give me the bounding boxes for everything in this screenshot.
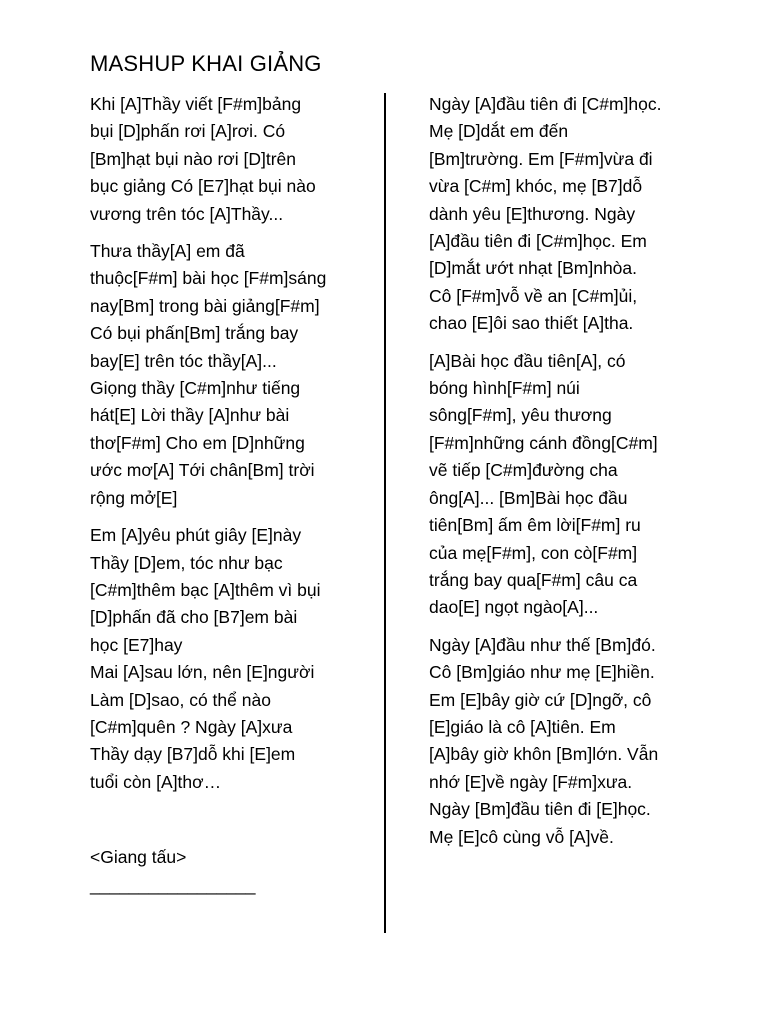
- lyric-line: chao [E]ôi sao thiết [A]tha.: [429, 313, 634, 334]
- lyric-line: ông[A]... [Bm]Bài học đầu: [429, 487, 628, 508]
- lyric-line: Mẹ [E]cô cùng vỗ [A]về.: [429, 826, 614, 847]
- lyric-line: hát[E] Lời thầy [A]như bài: [90, 405, 290, 426]
- lyric-line: bay[E] trên tóc thầy[A]...: [90, 350, 277, 371]
- interlude-label: <Giang tấu>: [90, 847, 187, 868]
- lyrics-paragraph: [429, 91, 729, 338]
- lyric-line: Cô [F#m]vỗ về an [C#m]ủi,: [429, 285, 638, 306]
- left-column: [90, 91, 380, 899]
- blank-space: [90, 806, 380, 844]
- lyric-line: [A]đầu tiên đi [C#m]học. Em: [429, 231, 647, 252]
- lyrics-paragraph: [90, 91, 380, 228]
- lyric-line: Ngày [Bm]đầu tiên đi [E]học.: [429, 799, 651, 820]
- lyric-line: vừa [C#m] khóc, mẹ [B7]dỗ: [429, 176, 643, 197]
- lyric-line: Có bụi phấn[Bm] trắng bay: [90, 323, 299, 344]
- lyric-line: nay[Bm] trong bài giảng[F#m]: [90, 295, 320, 316]
- lyric-line: Mai [A]sau lớn, nên [E]người: [90, 662, 315, 683]
- lyric-line: nhớ [E]về ngày [F#m]xưa.: [429, 771, 633, 792]
- lyric-line: [D]mắt ướt nhạt [Bm]nhòa.: [429, 258, 638, 279]
- lyric-line: Em [E]bây giờ cứ [D]ngỡ, cô: [429, 689, 652, 710]
- lyric-line: tuổi còn [A]thơ…: [90, 771, 222, 792]
- lyric-line: thuộc[F#m] bài học [F#m]sáng: [90, 268, 327, 289]
- lyric-line: Khi [A]Thầy viết [F#m]bảng: [90, 94, 302, 114]
- lyric-line: Thưa thầy[A] em đã: [90, 241, 245, 262]
- lyric-line: sông[F#m], yêu thương: [429, 405, 612, 426]
- lyric-line: tiên[Bm] ấm êm lời[F#m] ru: [429, 515, 641, 536]
- lyric-line: [Bm]trường. Em [F#m]vừa đi: [429, 148, 653, 169]
- lyric-line: Thầy dạy [B7]dỗ khi [E]em: [90, 744, 296, 765]
- lyric-line: của mẹ[F#m], con cò[F#m]: [429, 542, 638, 563]
- lyric-line: dao[E] ngọt ngào[A]...: [429, 597, 599, 618]
- lyric-line: [E]giáo là cô [A]tiên. Em: [429, 716, 616, 737]
- lyric-line: [A]Bài học đầu tiên[A], có: [429, 350, 626, 371]
- lyric-line: Ngày [A]đầu như thế [Bm]đó.: [429, 634, 656, 655]
- right-column: [429, 91, 729, 861]
- lyric-line: học [E7]hay: [90, 634, 183, 655]
- lyrics-paragraph: [90, 522, 380, 796]
- lyric-line: Thầy [D]em, tóc như bạc: [90, 552, 283, 573]
- lyrics-paragraph: [90, 238, 380, 512]
- lyric-line: bụi [D]phấn rơi [A]rơi. Có: [90, 121, 286, 142]
- lyric-line: thơ[F#m] Cho em [D]những: [90, 432, 305, 453]
- lyric-line: [D]phấn đã cho [B7]em bài: [90, 607, 298, 628]
- lyric-line: Giọng thầy [C#m]như tiếng: [90, 378, 301, 399]
- underline-rule: _________________: [90, 874, 256, 895]
- lyric-line: vương trên tóc [A]Thầy...: [90, 203, 284, 224]
- lyric-line: Mẹ [D]dắt em đến: [429, 121, 569, 142]
- lyric-line: [Bm]hạt bụi nào rơi [D]trên: [90, 148, 297, 169]
- column-divider: [384, 93, 386, 933]
- lyric-line: bục giảng Có [E7]hạt bụi nào: [90, 176, 316, 197]
- lyric-line: [C#m]quên ? Ngày [A]xưa: [90, 716, 293, 737]
- lyric-line: Làm [D]sao, có thể nào: [90, 689, 271, 710]
- lyric-line: Ngày [A]đầu tiên đi [C#m]học.: [429, 94, 662, 114]
- lyric-line: ước mơ[A] Tới chân[Bm] trời: [90, 460, 315, 481]
- lyric-line: [A]bây giờ khôn [Bm]lớn. Vẫn: [429, 744, 659, 765]
- lyrics-paragraph: [429, 348, 729, 622]
- lyric-line: Em [A]yêu phút giây [E]này: [90, 525, 302, 546]
- lyric-line: vẽ tiếp [C#m]đường cha: [429, 460, 618, 481]
- song-title: MASHUP KHAI GIẢNG: [90, 51, 322, 76]
- lyrics-paragraph: [429, 632, 729, 851]
- lyric-line: [F#m]những cánh đồng[C#m]: [429, 432, 658, 453]
- lyric-line: dành yêu [E]thương. Ngày: [429, 203, 636, 224]
- lyric-line: [C#m]thêm bạc [A]thêm vì bụi: [90, 579, 321, 600]
- lyric-line: bóng hình[F#m] núi: [429, 378, 580, 399]
- lyric-line: Cô [Bm]giáo như mẹ [E]hiền.: [429, 662, 655, 683]
- lyric-line: trắng bay qua[F#m] câu ca: [429, 569, 638, 590]
- lyric-line: rộng mở[E]: [90, 487, 178, 508]
